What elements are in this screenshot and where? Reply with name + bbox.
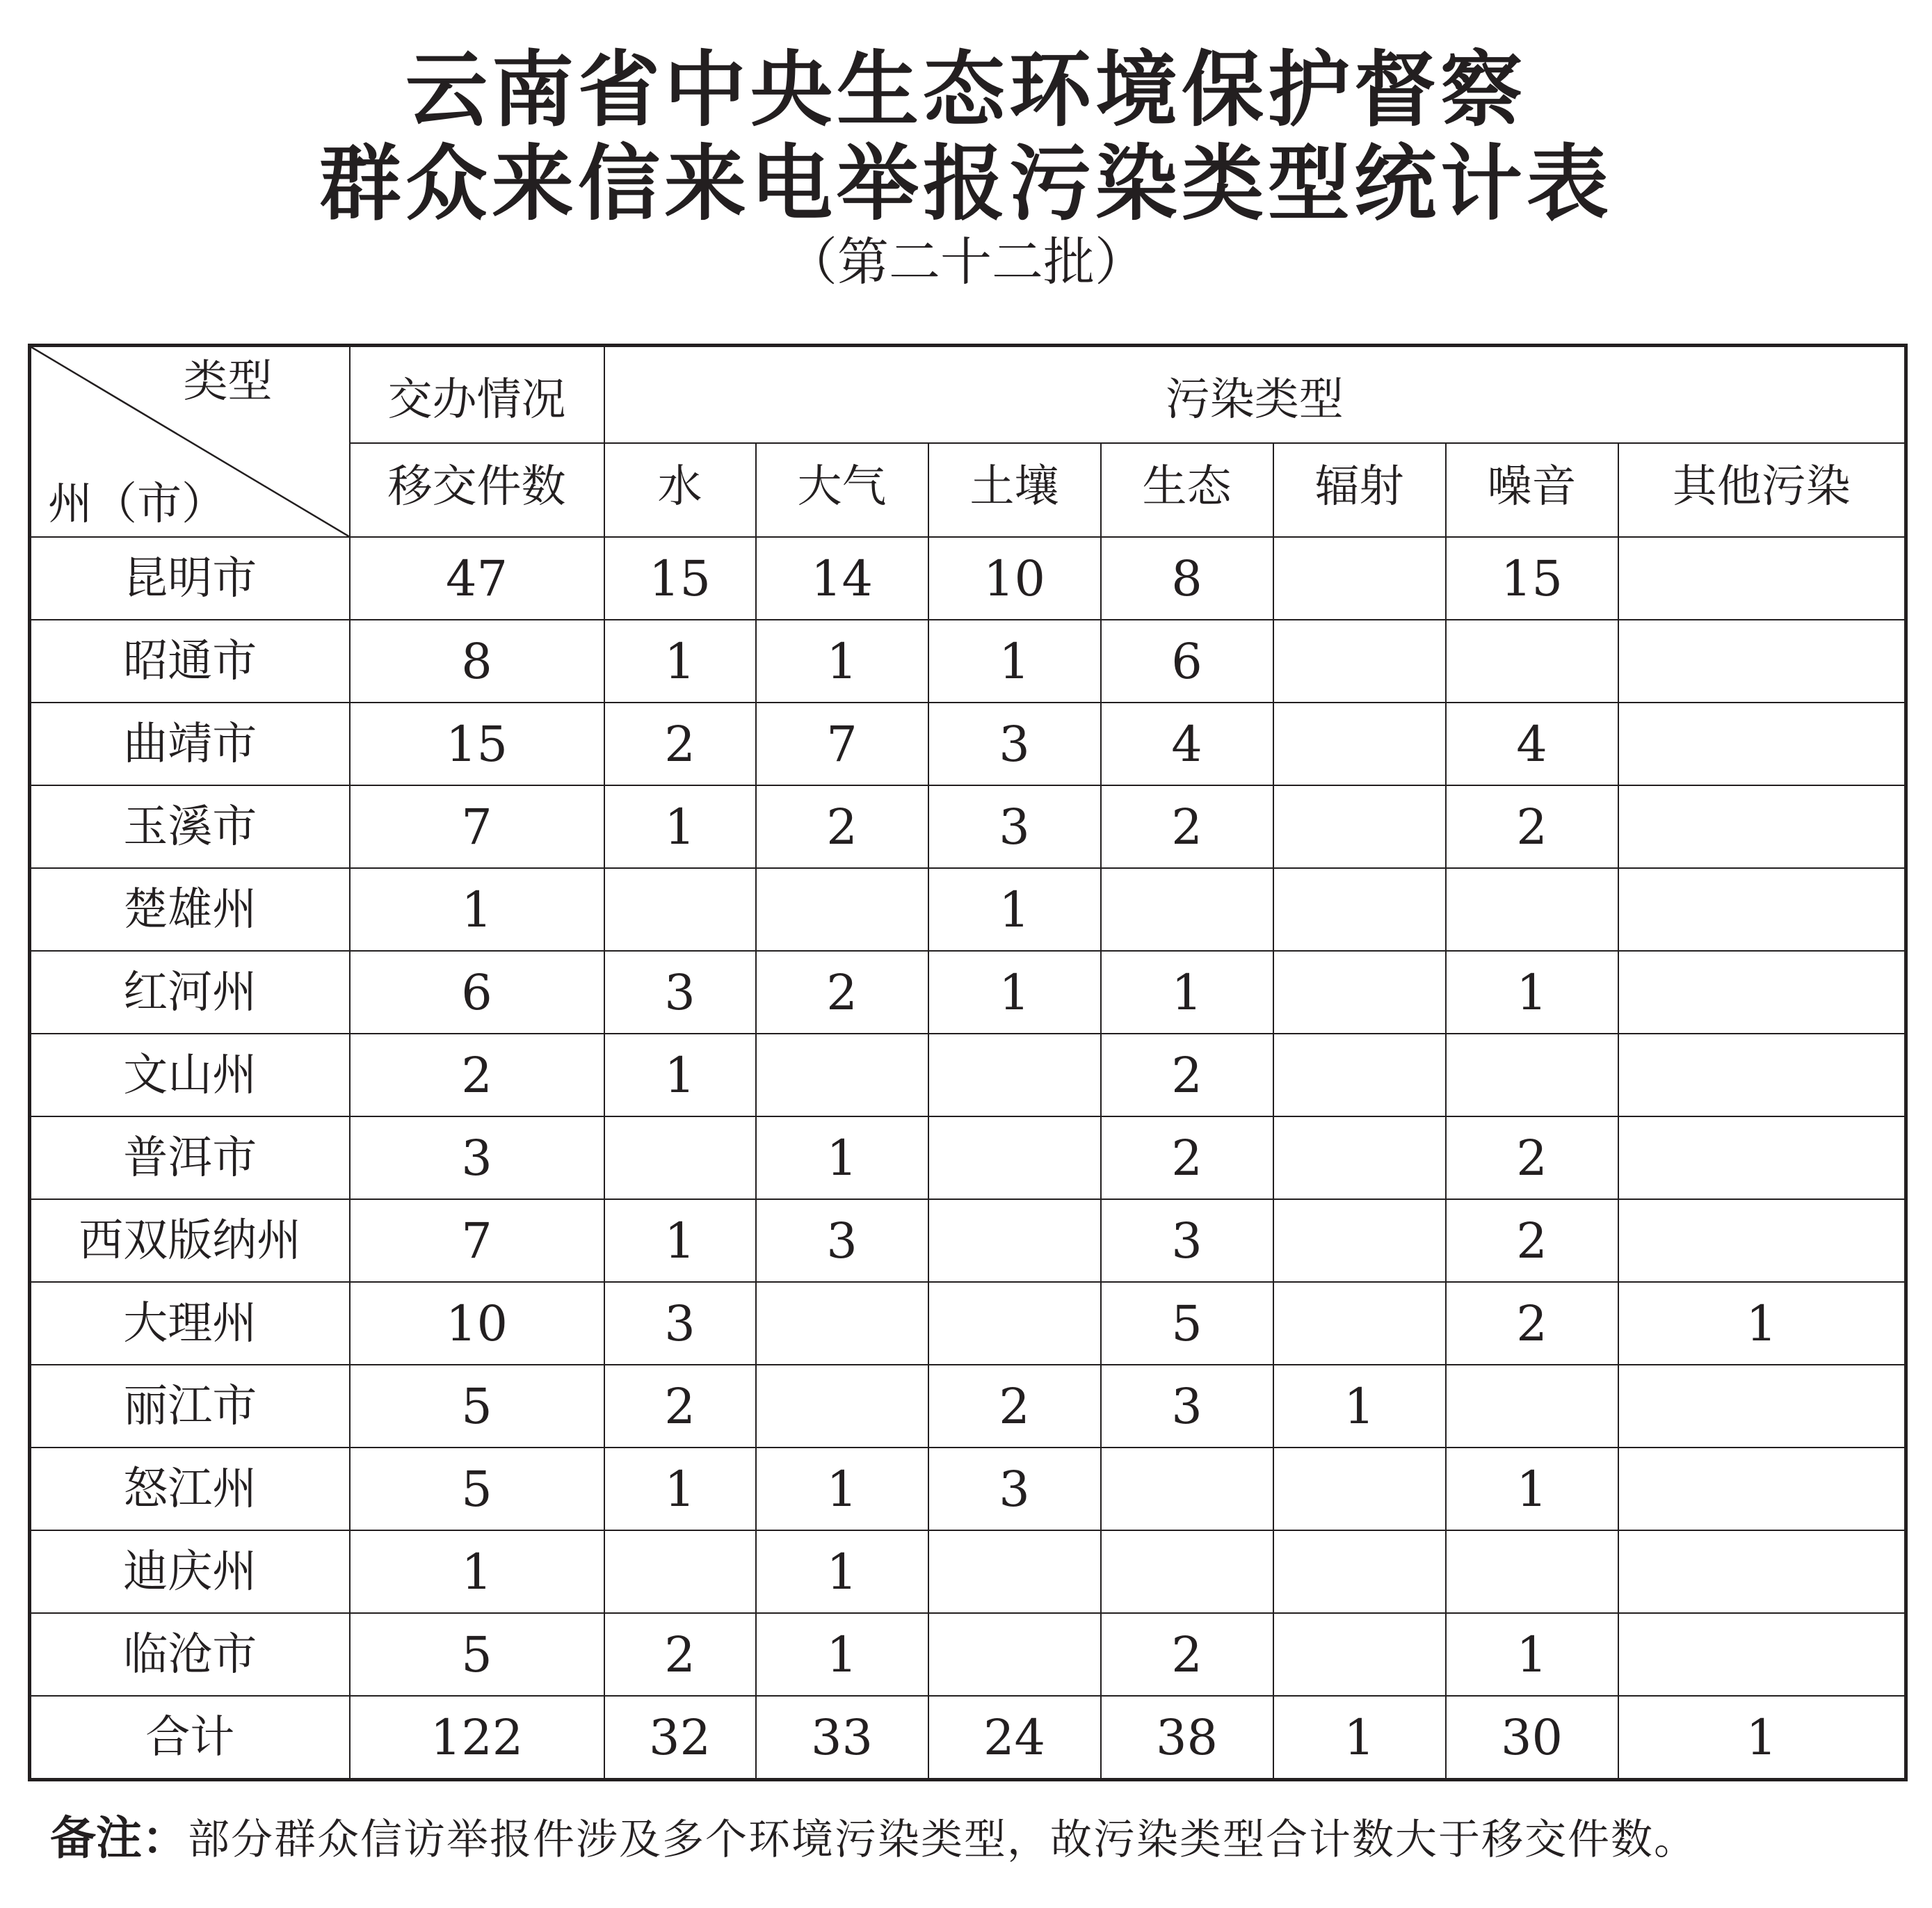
note-text: 部分群众信访举报件涉及多个环境污染类型，故污染类型合计数大于移交件数。 xyxy=(188,1815,1697,1864)
table-row xyxy=(30,868,1906,951)
note-label: 备注： xyxy=(50,1811,188,1865)
value-cell: 1 xyxy=(1101,951,1273,1034)
region-cell: 西双版纳州 xyxy=(30,1199,350,1282)
value-cell: 4 xyxy=(1446,703,1618,785)
value-cell xyxy=(1618,1530,1906,1613)
value-cell: 1 xyxy=(1273,1696,1446,1780)
value-cell xyxy=(604,1116,756,1199)
value-cell: 1 xyxy=(756,620,928,703)
table-row xyxy=(30,703,1906,785)
table-row xyxy=(30,1199,1906,1282)
region-cell: 红河州 xyxy=(30,951,350,1034)
value-cell xyxy=(604,1530,756,1613)
value-cell: 1 xyxy=(928,620,1101,703)
value-cell xyxy=(1273,537,1446,620)
pollution-type-header-cell: 大气 xyxy=(756,443,928,537)
value-cell xyxy=(928,1199,1101,1282)
value-cell: 33 xyxy=(756,1696,928,1780)
corner-header-cell xyxy=(30,346,350,538)
header-row-1 xyxy=(30,346,1906,444)
value-cell xyxy=(928,1034,1101,1116)
count-cell: 10 xyxy=(350,1282,604,1365)
region-cell: 合计 xyxy=(30,1696,350,1780)
value-cell: 4 xyxy=(1101,703,1273,785)
value-cell xyxy=(1618,1613,1906,1696)
table-row xyxy=(30,1116,1906,1199)
value-cell: 8 xyxy=(1101,537,1273,620)
value-cell: 3 xyxy=(756,1199,928,1282)
region-cell: 临沧市 xyxy=(30,1613,350,1696)
value-cell: 2 xyxy=(1101,1116,1273,1199)
value-cell xyxy=(1273,785,1446,868)
value-cell: 3 xyxy=(928,703,1101,785)
value-cell xyxy=(1618,1034,1906,1116)
value-cell: 1 xyxy=(1446,951,1618,1034)
value-cell xyxy=(1446,1034,1618,1116)
value-cell: 2 xyxy=(1101,1034,1273,1116)
value-cell xyxy=(756,868,928,951)
value-cell: 1 xyxy=(756,1530,928,1613)
value-cell xyxy=(928,1116,1101,1199)
pollution-type-header-cell: 水 xyxy=(604,443,756,537)
value-cell: 3 xyxy=(928,1448,1101,1530)
table-row xyxy=(30,1530,1906,1613)
pollution-type-header-cell: 辐射 xyxy=(1273,443,1446,537)
table-row xyxy=(30,785,1906,868)
statistics-table xyxy=(28,344,1908,1781)
value-cell: 1 xyxy=(756,1613,928,1696)
value-cell: 1 xyxy=(928,868,1101,951)
value-cell: 2 xyxy=(1446,1116,1618,1199)
value-cell xyxy=(1618,1199,1906,1282)
value-cell xyxy=(1618,620,1906,703)
value-cell xyxy=(1273,620,1446,703)
table-row xyxy=(30,1365,1906,1448)
value-cell: 1 xyxy=(1446,1448,1618,1530)
table-row xyxy=(30,1034,1906,1116)
region-cell: 楚雄州 xyxy=(30,868,350,951)
value-cell xyxy=(756,1034,928,1116)
value-cell: 15 xyxy=(604,537,756,620)
pollution-type-header-cell: 其他污染 xyxy=(1618,443,1906,537)
value-cell: 14 xyxy=(756,537,928,620)
region-cell: 普洱市 xyxy=(30,1116,350,1199)
value-cell xyxy=(1618,951,1906,1034)
region-cell: 迪庆州 xyxy=(30,1530,350,1613)
value-cell xyxy=(1618,537,1906,620)
value-cell: 3 xyxy=(604,951,756,1034)
footnote xyxy=(50,1811,1914,1865)
count-cell: 7 xyxy=(350,785,604,868)
value-cell: 2 xyxy=(756,951,928,1034)
value-cell: 2 xyxy=(1446,785,1618,868)
region-cell: 曲靖市 xyxy=(30,703,350,785)
value-cell xyxy=(1273,1613,1446,1696)
value-cell: 1 xyxy=(604,785,756,868)
value-cell: 1 xyxy=(928,951,1101,1034)
value-cell: 32 xyxy=(604,1696,756,1780)
region-cell: 怒江州 xyxy=(30,1448,350,1530)
value-cell xyxy=(1101,868,1273,951)
value-cell: 2 xyxy=(604,1365,756,1448)
value-cell xyxy=(1618,703,1906,785)
pollution-type-header: 污染类型 xyxy=(604,346,1906,444)
value-cell xyxy=(1273,1448,1446,1530)
value-cell xyxy=(1273,1199,1446,1282)
assign-count-header: 移交件数 xyxy=(350,443,604,537)
value-cell: 1 xyxy=(756,1116,928,1199)
table-row xyxy=(30,1448,1906,1530)
region-cell: 丽江市 xyxy=(30,1365,350,1448)
value-cell: 10 xyxy=(928,537,1101,620)
value-cell: 24 xyxy=(928,1696,1101,1780)
count-cell: 8 xyxy=(350,620,604,703)
region-cell: 玉溪市 xyxy=(30,785,350,868)
total-row xyxy=(30,1696,1906,1780)
page-title-line2: 群众来信来电举报污染类型统计表 xyxy=(319,136,1613,232)
value-cell: 1 xyxy=(1618,1696,1906,1780)
value-cell xyxy=(1446,1530,1618,1613)
value-cell: 2 xyxy=(928,1365,1101,1448)
value-cell: 1 xyxy=(604,1199,756,1282)
count-cell: 47 xyxy=(350,537,604,620)
value-cell: 7 xyxy=(756,703,928,785)
pollution-type-header-cell: 土壤 xyxy=(928,443,1101,537)
value-cell: 2 xyxy=(604,703,756,785)
value-cell: 2 xyxy=(604,1613,756,1696)
page-subtitle: （第二十二批） xyxy=(786,232,1146,292)
value-cell xyxy=(1446,1365,1618,1448)
region-cell: 大理州 xyxy=(30,1282,350,1365)
value-cell: 1 xyxy=(604,1448,756,1530)
region-cell: 昭通市 xyxy=(30,620,350,703)
value-cell xyxy=(1273,1034,1446,1116)
value-cell: 1 xyxy=(756,1448,928,1530)
count-cell: 3 xyxy=(350,1116,604,1199)
value-cell: 1 xyxy=(1273,1365,1446,1448)
table-row xyxy=(30,951,1906,1034)
value-cell xyxy=(1273,1282,1446,1365)
value-cell xyxy=(1618,1448,1906,1530)
value-cell xyxy=(1446,868,1618,951)
value-cell: 3 xyxy=(604,1282,756,1365)
value-cell xyxy=(1273,703,1446,785)
value-cell: 30 xyxy=(1446,1696,1618,1780)
value-cell xyxy=(1273,1530,1446,1613)
value-cell xyxy=(1273,868,1446,951)
pollution-type-header-cell: 噪音 xyxy=(1446,443,1618,537)
table-row xyxy=(30,1282,1906,1365)
value-cell xyxy=(756,1365,928,1448)
value-cell: 5 xyxy=(1101,1282,1273,1365)
corner-region-label: 州（市） xyxy=(48,479,226,530)
table-row xyxy=(30,537,1906,620)
value-cell xyxy=(604,868,756,951)
value-cell: 2 xyxy=(1446,1199,1618,1282)
count-cell: 1 xyxy=(350,868,604,951)
count-cell: 5 xyxy=(350,1365,604,1448)
value-cell: 3 xyxy=(1101,1199,1273,1282)
pollution-type-header-cell: 生态 xyxy=(1101,443,1273,537)
value-cell: 38 xyxy=(1101,1696,1273,1780)
value-cell xyxy=(928,1613,1101,1696)
value-cell xyxy=(756,1282,928,1365)
value-cell: 15 xyxy=(1446,537,1618,620)
value-cell xyxy=(1101,1530,1273,1613)
corner-type-label: 类型 xyxy=(183,356,273,408)
value-cell xyxy=(1618,1116,1906,1199)
count-cell: 2 xyxy=(350,1034,604,1116)
value-cell xyxy=(1273,951,1446,1034)
value-cell: 2 xyxy=(1446,1282,1618,1365)
value-cell: 2 xyxy=(1101,785,1273,868)
region-cell: 昆明市 xyxy=(30,537,350,620)
value-cell xyxy=(1446,620,1618,703)
count-cell: 5 xyxy=(350,1448,604,1530)
value-cell: 1 xyxy=(1446,1613,1618,1696)
value-cell: 3 xyxy=(928,785,1101,868)
assign-header: 交办情况 xyxy=(350,346,604,444)
count-cell: 15 xyxy=(350,703,604,785)
value-cell: 6 xyxy=(1101,620,1273,703)
value-cell: 2 xyxy=(1101,1613,1273,1696)
value-cell xyxy=(928,1530,1101,1613)
value-cell xyxy=(1101,1448,1273,1530)
value-cell xyxy=(1618,785,1906,868)
count-cell: 1 xyxy=(350,1530,604,1613)
value-cell xyxy=(928,1282,1101,1365)
value-cell: 1 xyxy=(604,620,756,703)
region-cell: 文山州 xyxy=(30,1034,350,1116)
value-cell: 1 xyxy=(604,1034,756,1116)
count-cell: 122 xyxy=(350,1696,604,1780)
count-cell: 7 xyxy=(350,1199,604,1282)
value-cell xyxy=(1618,868,1906,951)
table-row xyxy=(30,1613,1906,1696)
value-cell: 1 xyxy=(1618,1282,1906,1365)
count-cell: 6 xyxy=(350,951,604,1034)
count-cell: 5 xyxy=(350,1613,604,1696)
page-title-line1: 云南省中央生态环境保护督察 xyxy=(405,42,1527,138)
value-cell: 2 xyxy=(756,785,928,868)
value-cell: 3 xyxy=(1101,1365,1273,1448)
table-row xyxy=(30,620,1906,703)
value-cell xyxy=(1618,1365,1906,1448)
value-cell xyxy=(1273,1116,1446,1199)
